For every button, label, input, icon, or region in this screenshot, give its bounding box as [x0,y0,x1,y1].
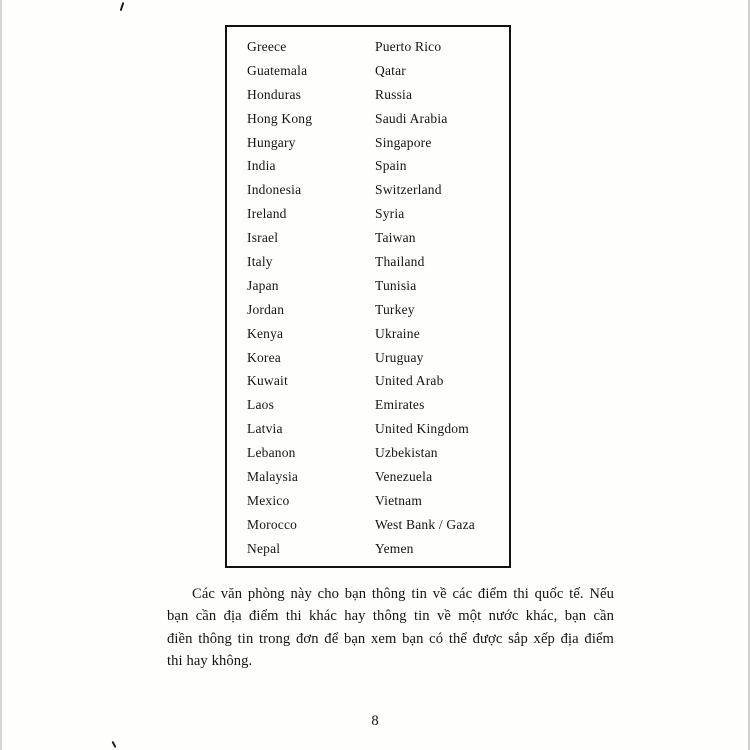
country-name: Jordan [247,301,285,317]
country-name: Uzbekistan [375,445,438,461]
country-name: Taiwan [375,230,416,246]
country-row [247,107,509,131]
country-name: Japan [247,277,279,293]
paragraph-line: thi hay không. [167,652,253,669]
country-row [247,131,509,155]
scan-artifact-top [120,2,124,11]
country-name: Hong Kong [247,110,313,126]
country-row [247,441,509,465]
country-name: Qatar [375,62,406,78]
country-name: Puerto Rico [375,39,442,54]
country-row [247,154,509,178]
paragraph-line: Các văn phòng này cho bạn thông tin về các điểm thi quốc tế. Nếu [192,586,614,602]
country-name: Mexico [247,492,290,508]
country-name: Thailand [375,254,425,270]
country-row [247,346,509,370]
country-name: Malaysia [247,469,299,485]
country-name: Vietnam [375,492,423,508]
country-row [247,250,509,274]
scan-edge-left [0,0,2,750]
country-row [247,513,509,537]
country-row [247,417,509,441]
country-name: Indonesia [247,182,302,198]
country-name: Yemen [375,540,414,556]
country-name: Hungary [247,134,296,150]
country-row [247,393,509,417]
country-row [247,465,509,489]
page-number: 8 [371,713,379,729]
country-list-box [225,25,511,568]
country-row [247,59,509,83]
country-name: Turkey [375,301,415,317]
country-name: Saudi Arabia [375,110,448,126]
country-name: Honduras [247,86,302,102]
country-name: Korea [247,349,281,365]
country-name: India [247,158,276,174]
paragraph-line: điền thông tin trong đơn để bạn xem bạn có thể được sắp xếp địa điểm [167,630,614,647]
scan-artifact-bottom [111,741,116,748]
country-name: Syria [375,206,405,222]
country-name: Venezuela [375,469,433,485]
country-row [247,202,509,226]
country-row [247,35,509,59]
country-name: Tunisia [375,277,417,293]
country-name: Singapore [375,134,432,150]
country-name: Emirates [375,397,425,413]
country-name: Kenya [247,325,284,341]
country-name: United Kingdom [375,421,469,437]
country-name: Nepal [247,540,281,556]
country-name: Laos [247,397,275,413]
country-row [247,178,509,202]
country-name: West Bank / Gaza [375,516,475,532]
country-name: Russia [375,86,413,102]
country-row [247,369,509,393]
country-name: Morocco [247,516,298,532]
country-row [247,537,509,561]
instruction-paragraph [167,583,614,672]
country-name: Ukraine [375,325,420,341]
country-row [247,274,509,298]
country-name: Lebanon [247,445,296,461]
country-name: Uruguay [375,349,424,365]
country-name: Latvia [247,421,283,437]
country-name: Kuwait [247,373,288,389]
country-row [247,489,509,513]
country-name: Ireland [247,206,287,222]
country-row [247,83,509,107]
country-row [247,298,509,322]
country-row [247,322,509,346]
country-name: Switzerland [375,182,442,198]
paragraph-line: bạn cần địa điểm thi khác hay thông tin về một nước khác, bạn cần [167,608,614,625]
country-name: Spain [375,158,407,174]
country-name: Italy [247,254,273,270]
country-name: Greece [247,39,287,54]
country-name: Israel [247,230,279,246]
country-row [247,226,509,250]
country-name: United Arab [375,373,444,389]
country-name: Guatemala [247,62,308,78]
